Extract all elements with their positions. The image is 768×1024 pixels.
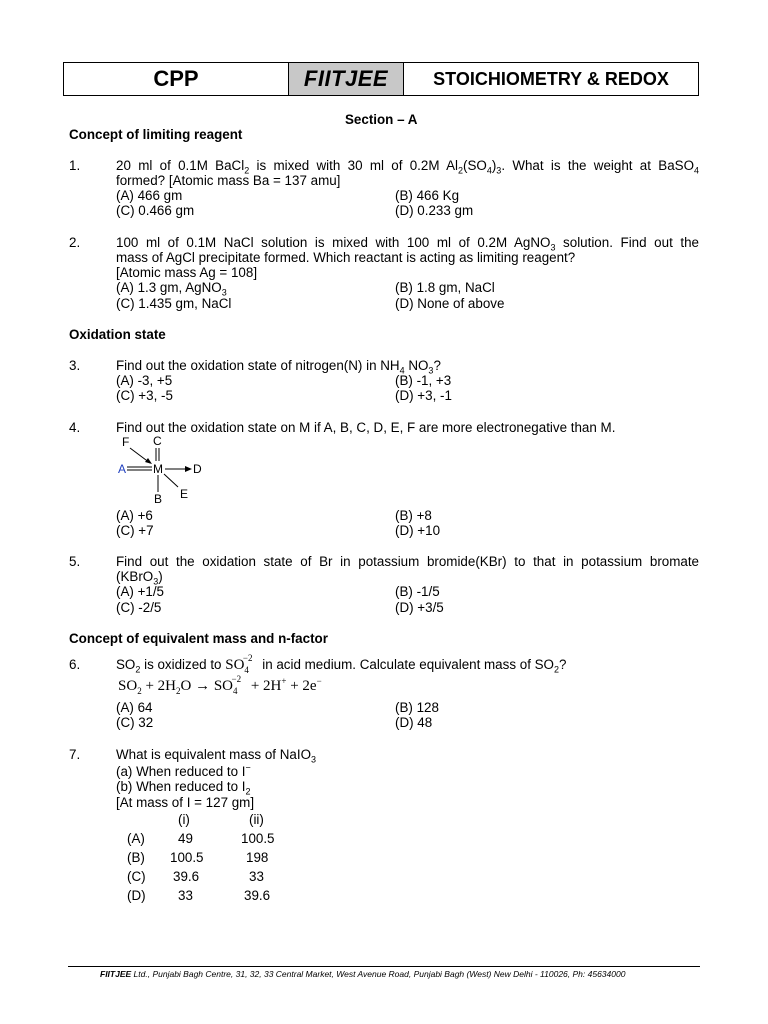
q5-line1: Find out the oxidation state of Br in potassium bromide(KBr) to that in potassium bromate [116, 554, 699, 569]
q6-option-c: (C) 32 [116, 715, 154, 730]
q5-option-c: (C) -2/5 [116, 600, 162, 615]
table-row-label: (B) [127, 850, 145, 865]
atom-d: D [193, 462, 202, 476]
footer-brand: FIITJEE [100, 969, 132, 979]
q4-option-d: (D) +10 [395, 523, 441, 538]
q4-option-c: (C) +7 [116, 523, 154, 538]
footer-address: Ltd., Punjabi Bagh Centre, 31, 32, 33 Central Market, West Avenue Road, Punjabi Bagh (West) New Delhi - 110026, Ph: 45634000 [131, 969, 626, 979]
q4-option-b: (B) +8 [395, 508, 432, 523]
bond-m-e [164, 474, 178, 487]
footer-divider [68, 966, 700, 967]
section-heading-limiting: Concept of limiting reagent [69, 127, 243, 142]
q3-option-b: (B) -1, +3 [395, 373, 452, 388]
q2-option-c: (C) 1.435 gm, NaCl [116, 296, 232, 311]
q2-option-b: (B) 1.8 gm, NaCl [395, 280, 495, 295]
q1-number: 1. [69, 158, 81, 173]
q7-line4: [At mass of I = 127 gm] [116, 795, 255, 810]
atom-m: M [153, 462, 163, 476]
q4-line1: Find out the oxidation state on M if A, B, C, D, E, F are more electronegative than M. [116, 420, 616, 435]
q5-number: 5. [69, 554, 81, 569]
arrow-m-d [185, 466, 192, 472]
q1-option-c: (C) 0.466 gm [116, 203, 195, 218]
q7-number: 7. [69, 747, 81, 762]
q1-line1: 20 ml of 0.1M BaCl$_2$ is mixed with 30 ml of 0.2M $Al_2(SO_4)_3$. What is the weight at BaSO$_4$ [116, 158, 700, 176]
q3-line1: Find out the oxidation state of nitrogen(N) in $NH_4$ $NO_3$? [116, 358, 441, 376]
table-cell: 33 [249, 869, 264, 884]
q5-option-d: (D) +3/5 [395, 600, 444, 615]
q6-option-b: (B) 128 [395, 700, 439, 715]
section-title: Section – A [345, 112, 418, 127]
q7-line2: (a) When reduced to I− [116, 762, 251, 779]
q2-line1: 100 ml of 0.1M NaCl solution is mixed with 100 ml of 0.2M AgNO$_3$ solution. Find out the [116, 235, 699, 253]
section-heading-equivalent: Concept of equivalent mass and n-factor [69, 631, 328, 646]
q7-line1: What is equivalent mass of NaIO$_3$ [116, 747, 317, 765]
q5-line2: (KBrO$_3$) [116, 569, 163, 587]
table-cell: 39.6 [244, 888, 271, 903]
fiitjee-logo: FIITJEE [289, 63, 404, 95]
atom-c: C [153, 434, 162, 448]
q6-line1: $SO_2$ is oxidized to $SO_4^{-2}$ in acid medium. Calculate equivalent mass of $SO_2$? [116, 653, 567, 675]
table-row-label: (C) [127, 869, 146, 884]
q6-equation: $SO_2 + 2H_2O \to SO_4^{-2} + 2H^+ + 2e^-$ [118, 674, 322, 696]
q1-line2: formed? [Atomic mass Ba = 137 amu] [116, 173, 341, 188]
table-cell: 100.5 [241, 831, 275, 846]
atom-b: B [154, 492, 163, 504]
q3-option-d: (D) +3, -1 [395, 388, 452, 403]
table-header-i: (i) [178, 812, 190, 827]
q1-option-a: (A) 466 gm [116, 188, 183, 203]
table-cell: 49 [178, 831, 193, 846]
q3-option-a: (A) -3, +5 [116, 373, 173, 388]
section-heading-oxidation: Oxidation state [69, 327, 166, 342]
table-cell: 33 [178, 888, 193, 903]
q1-option-d: (D) 0.233 gm [395, 203, 474, 218]
table-cell: 100.5 [170, 850, 204, 865]
q2-line2: mass of AgCl precipitate formed. Which reactant is acting as limiting reagent? [116, 250, 576, 265]
q2-option-d: (D) None of above [395, 296, 505, 311]
q1-option-b: (B) 466 Kg [395, 188, 460, 203]
q3-option-c: (C) +3, -5 [116, 388, 173, 403]
q6-option-a: (A) 64 [116, 700, 153, 715]
page-header [63, 62, 699, 96]
q6-option-d: (D) 48 [395, 715, 433, 730]
table-cell: 39.6 [173, 869, 200, 884]
header-cpp: CPP [64, 63, 289, 95]
q7-line3: (b) When reduced to $I_2$ [116, 779, 251, 797]
arrow-f-m [145, 458, 152, 464]
molecule-structure-diagram [110, 434, 220, 504]
table-cell: 198 [246, 850, 269, 865]
header-title: STOICHIOMETRY & REDOX [433, 68, 669, 89]
q2-option-a: (A) 1.3 gm, AgNO$_3$ [116, 280, 227, 298]
atom-a: A [118, 462, 127, 476]
q2-number: 2. [69, 235, 81, 250]
q3-number: 3. [69, 358, 81, 373]
q2-line3: [Atomic mass Ag = 108] [116, 265, 258, 280]
q5-option-a: (A) +1/5 [116, 584, 165, 599]
q5-option-b: (B) -1/5 [395, 584, 440, 599]
table-row-label: (A) [127, 831, 145, 846]
page-footer [100, 969, 625, 979]
atom-e: E [180, 487, 189, 501]
table-header-ii: (ii) [249, 812, 264, 827]
q6-number: 6. [69, 657, 81, 672]
q4-number: 4. [69, 420, 81, 435]
table-row-label: (D) [127, 888, 146, 903]
q4-option-a: (A) +6 [116, 508, 153, 523]
atom-f: F [122, 435, 130, 449]
